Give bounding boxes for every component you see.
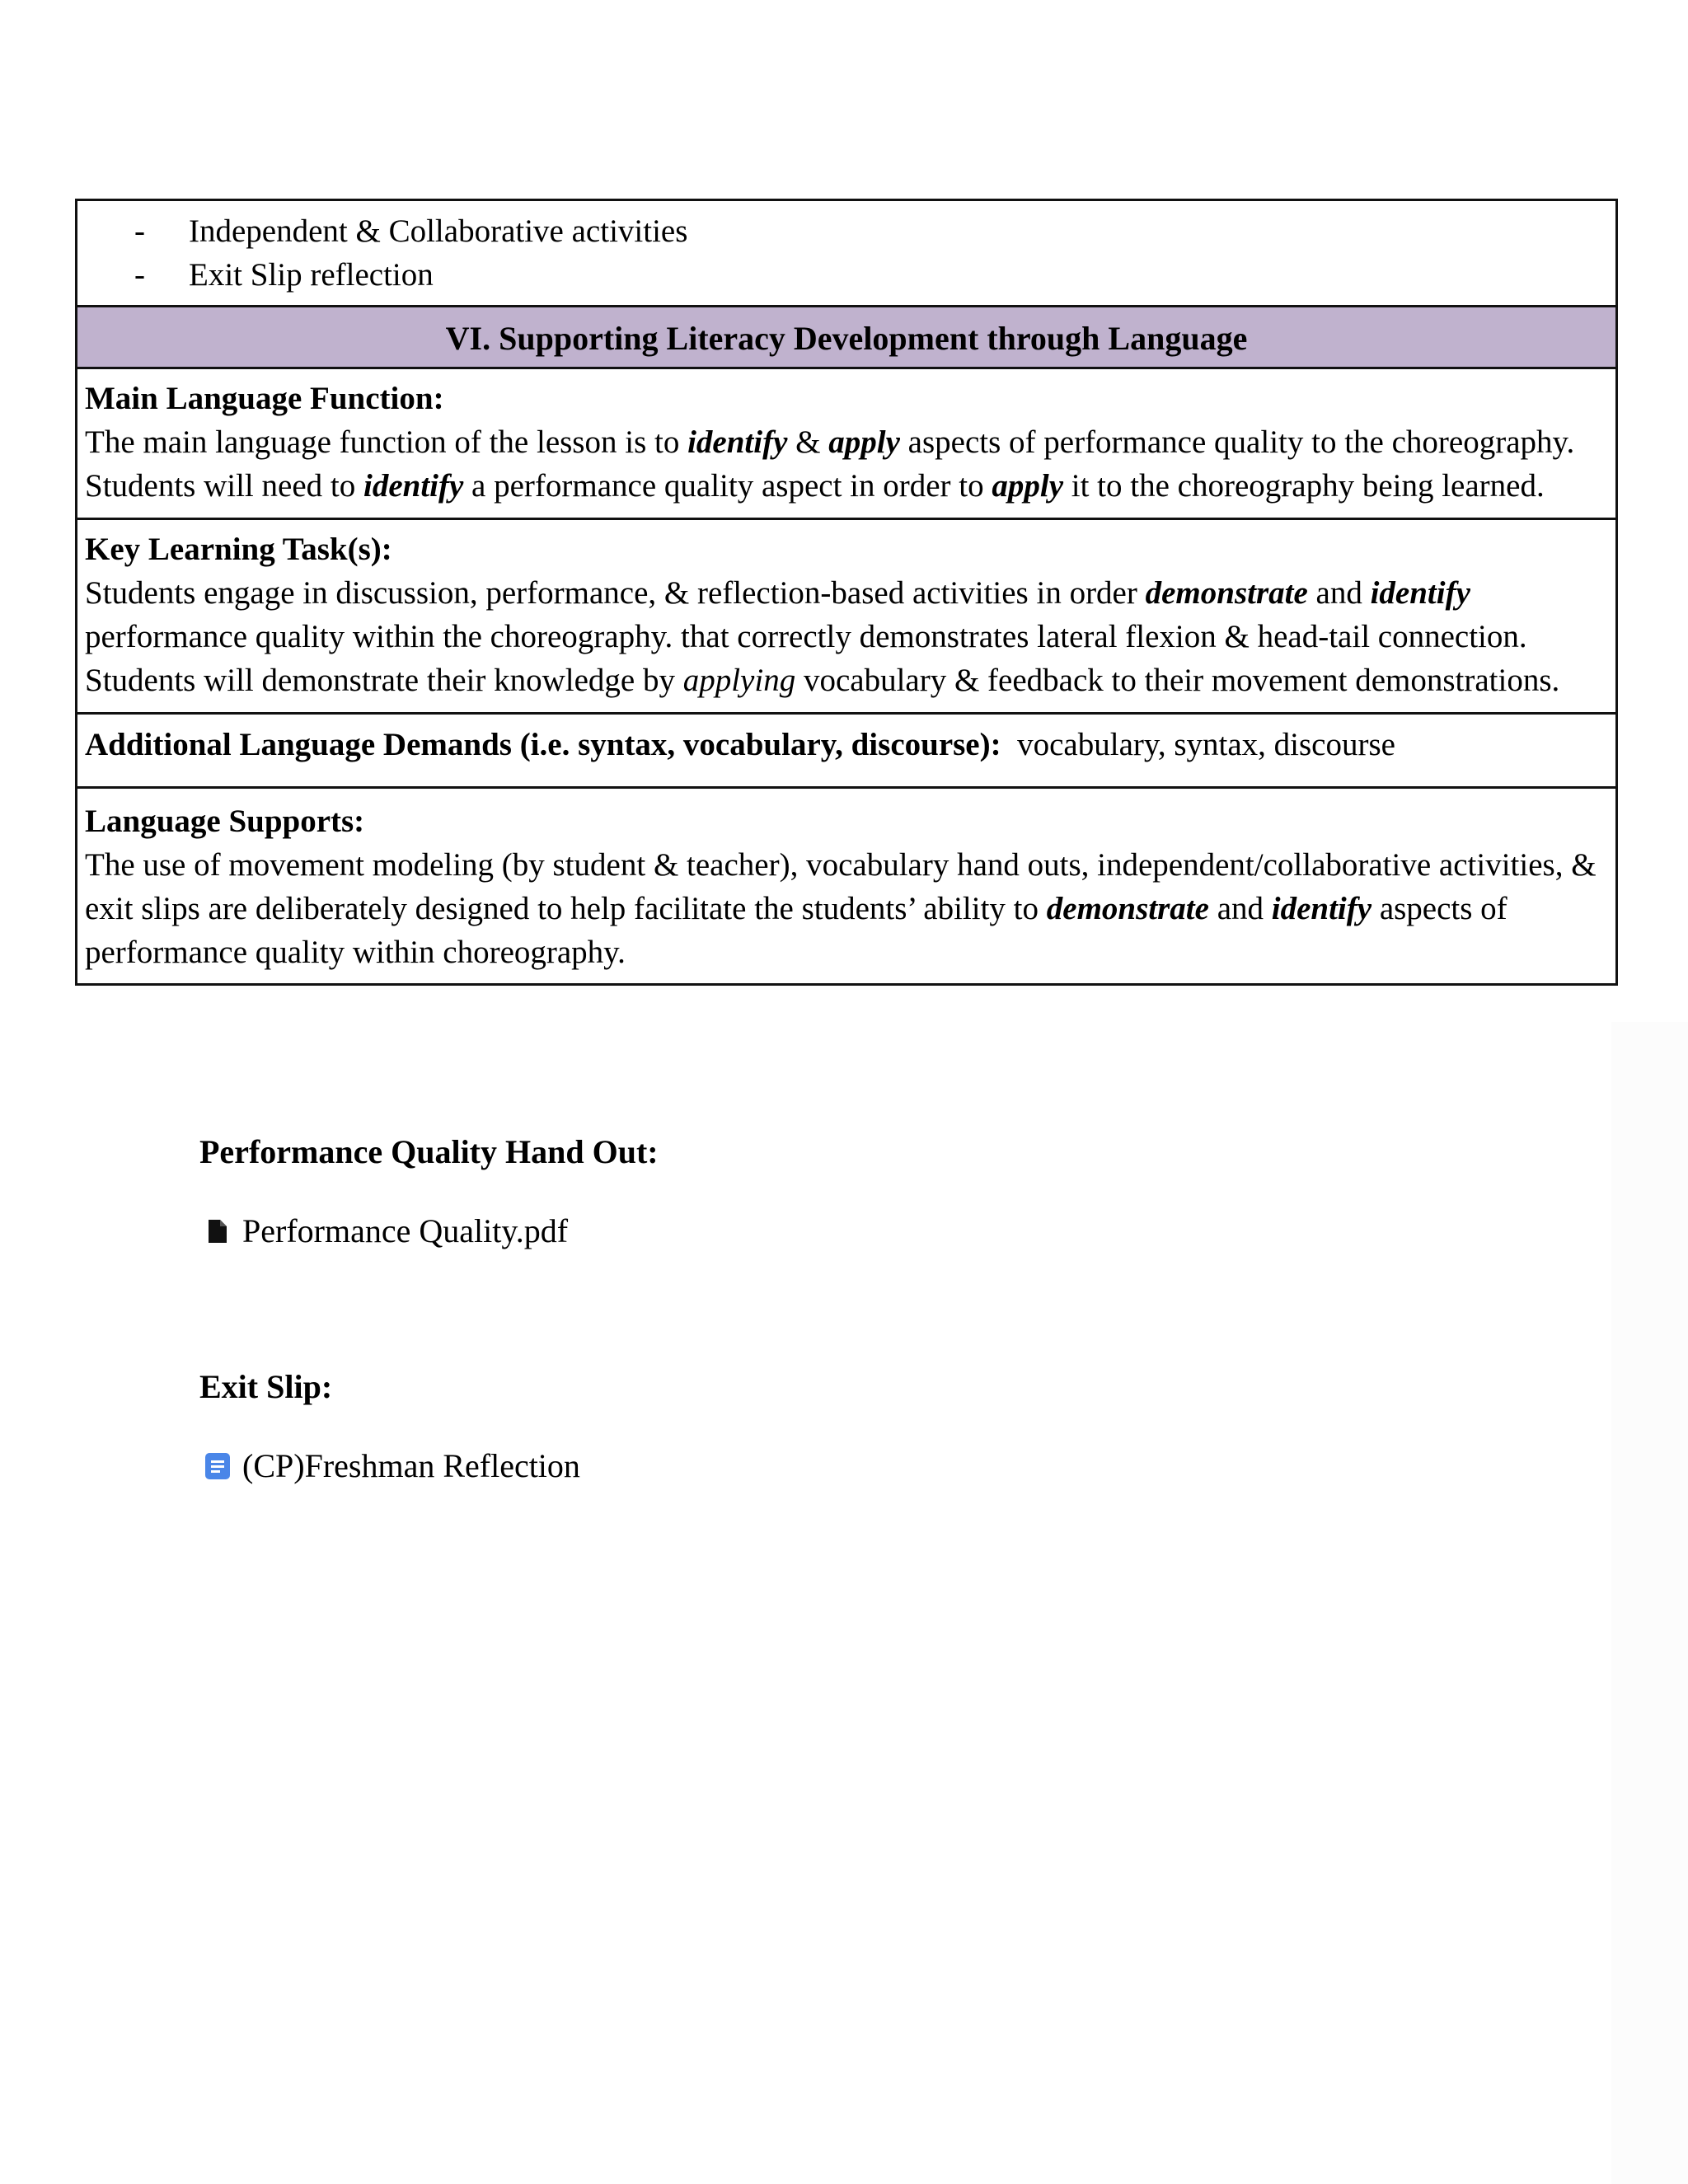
handout-file-name[interactable]: Performance Quality.pdf (242, 1212, 569, 1249)
text-run: a performance quality aspect in order to (463, 468, 992, 504)
emphasis-identify: identify (1271, 891, 1372, 926)
dash-bullet: - (134, 213, 145, 249)
activity-list (77, 201, 1615, 305)
text-run: The use of movement modeling (by student & teacher), vocabulary hand outs, independent/collaborative activities, & exit slips are deliberately designed to help facilitate the students’ ability to (85, 847, 1597, 926)
emphasis-identify: identify (363, 468, 464, 504)
language-supports-cell (77, 786, 1615, 983)
key-learning-tasks-title: Key Learning Task(s): (85, 532, 392, 567)
main-language-function-cell (77, 367, 1615, 518)
emphasis-applying: applying (682, 663, 796, 698)
emphasis-identify: identify (1370, 575, 1470, 611)
text-run: & (787, 424, 829, 460)
language-supports-title: Language Supports: (85, 804, 365, 839)
file-icon (204, 1217, 231, 1245)
key-learning-tasks-cell (77, 518, 1615, 712)
text-run: and (1208, 891, 1272, 926)
emphasis-apply: apply (992, 468, 1064, 504)
page-edge-shade (1611, 1022, 1688, 2184)
text-run: The main language function of the lesson is to (85, 424, 688, 460)
dash-bullet: - (134, 257, 145, 293)
handout-file-chip[interactable] (204, 1211, 568, 1252)
main-language-function-title: Main Language Function: (85, 381, 444, 416)
list-item (85, 209, 1608, 253)
key-learning-tasks-body (85, 571, 1608, 702)
text-run: Students engage in discussion, performance, & reflection-based activities in order (85, 575, 1146, 611)
text-run: performance quality within the choreography. that correctly demonstrates lateral flexion & head-tail connection. Students will demonstrate their knowledge by (85, 619, 1527, 698)
exit-slip-file-chip[interactable] (204, 1446, 580, 1487)
emphasis-identify: identify (687, 424, 788, 460)
exit-slip-file-name[interactable]: (CP)Freshman Reflection (242, 1447, 580, 1484)
lesson-plan-table (75, 199, 1618, 986)
text-run: and (1307, 575, 1371, 611)
additional-language-demands-title: Additional Language Demands (i.e. syntax, vocabulary, discourse): (85, 727, 1001, 762)
exit-slip-heading: Exit Slip: (199, 1368, 333, 1405)
list-item-text: Independent & Collaborative activities (189, 213, 688, 249)
additional-language-demands-value: vocabulary, syntax, discourse (1017, 727, 1395, 762)
language-supports-body (85, 843, 1608, 974)
text-run: aspects of performance quality within choreography. (85, 891, 1507, 970)
list-item (85, 253, 1608, 297)
google-doc-icon (204, 1452, 231, 1480)
text-run: it to the choreography being learned. (1063, 468, 1545, 504)
emphasis-demonstrate: demonstrate (1145, 575, 1308, 611)
list-item-text: Exit Slip reflection (189, 257, 434, 293)
text-run: aspects of performance quality to the choreography. Students will need to (85, 424, 1575, 504)
emphasis-demonstrate: demonstrate (1046, 891, 1209, 926)
section-header: VI. Supporting Literacy Development through Language (77, 305, 1615, 367)
handout-heading: Performance Quality Hand Out: (199, 1133, 659, 1170)
text-run: vocabulary & feedback to their movement demonstrations. (795, 663, 1560, 698)
main-language-function-body (85, 420, 1608, 508)
additional-language-demands-cell (77, 712, 1615, 786)
emphasis-apply: apply (828, 424, 900, 460)
